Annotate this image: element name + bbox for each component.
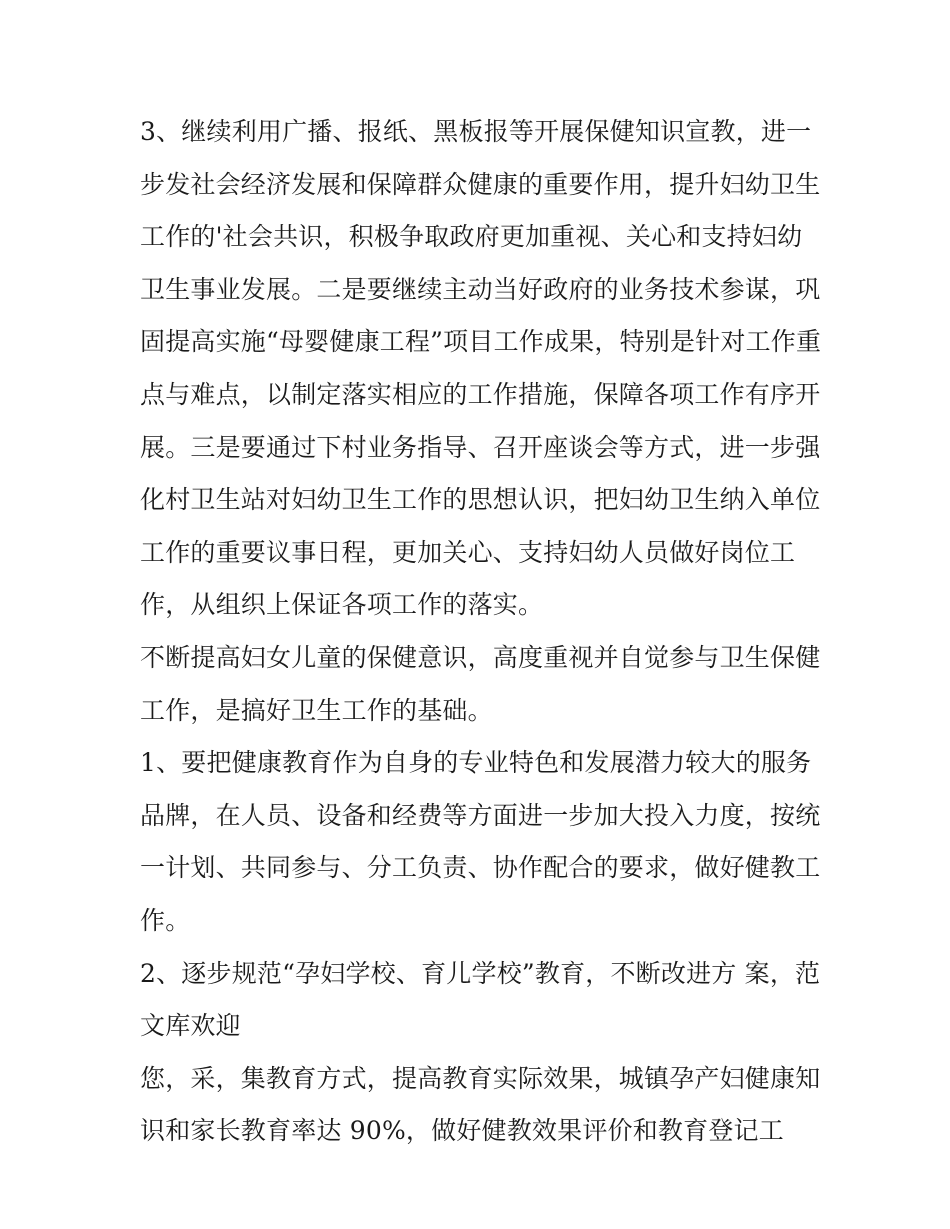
text-line: 化村卫生站对妇幼卫生工作的思想认识，把妇幼卫生纳入单位 xyxy=(140,485,821,515)
text-line: 工作，是搞好卫生工作的基础。 xyxy=(140,695,493,725)
text-line: 3、继续利用广播、报纸、黑板报等开展保健知识宣教，进一 xyxy=(140,117,812,146)
text-line: 您，采，集教育方式，提高教育实际效果，城镇孕产妇健康知 xyxy=(140,1063,821,1093)
text-line: 品牌，在人员、设备和经费等方面进一步加大投入力度，按统 xyxy=(140,800,821,830)
text-line: 点与难点，以制定落实相应的工作措施，保障各项工作有序开 xyxy=(140,379,821,409)
text-line: 固提高实施“母婴健康工程”项目工作成果，特别是针对工作重 xyxy=(140,327,822,357)
text-line: 不断提高妇女儿童的保健意识，高度重视并自觉参与卫生保健 xyxy=(140,642,821,672)
text-line: 作。 xyxy=(140,905,191,935)
text-line: 文库欢迎 xyxy=(140,1011,241,1041)
text-line: 一计划、共同参与、分工负责、协作配合的要求，做好健教工 xyxy=(140,853,821,883)
text-line: 2、逐步规范“孕妇学校、育儿学校”教育，不断改进方 案，范 xyxy=(140,958,821,988)
text-line: 作，从组织上保证各项工作的落实。 xyxy=(140,590,544,620)
text-line: 展。三是要通过下村业务指导、召开座谈会等方式，进一步强 xyxy=(140,432,821,462)
text-line: 工作的'社会共识，积极争取政府更加重视、关心和支持妇幼 xyxy=(140,222,803,252)
text-line: 识和家长教育率达 90%，做好健教效果评价和教育登记工 xyxy=(140,1116,784,1146)
text-line: 1、要把健康教育作为自身的专业特色和发展潜力较大的服务 xyxy=(140,748,812,778)
document-body xyxy=(140,106,820,1158)
text-line: 工作的重要议事日程，更加关心、支持妇幼人员做好岗位工 xyxy=(140,537,796,567)
text-line: 步发社会经济发展和保障群众健康的重要作用，提升妇幼卫生 xyxy=(140,169,821,199)
text-line: 卫生事业发展。二是要继续主动当好政府的业务技术参谋，巩 xyxy=(140,274,821,304)
